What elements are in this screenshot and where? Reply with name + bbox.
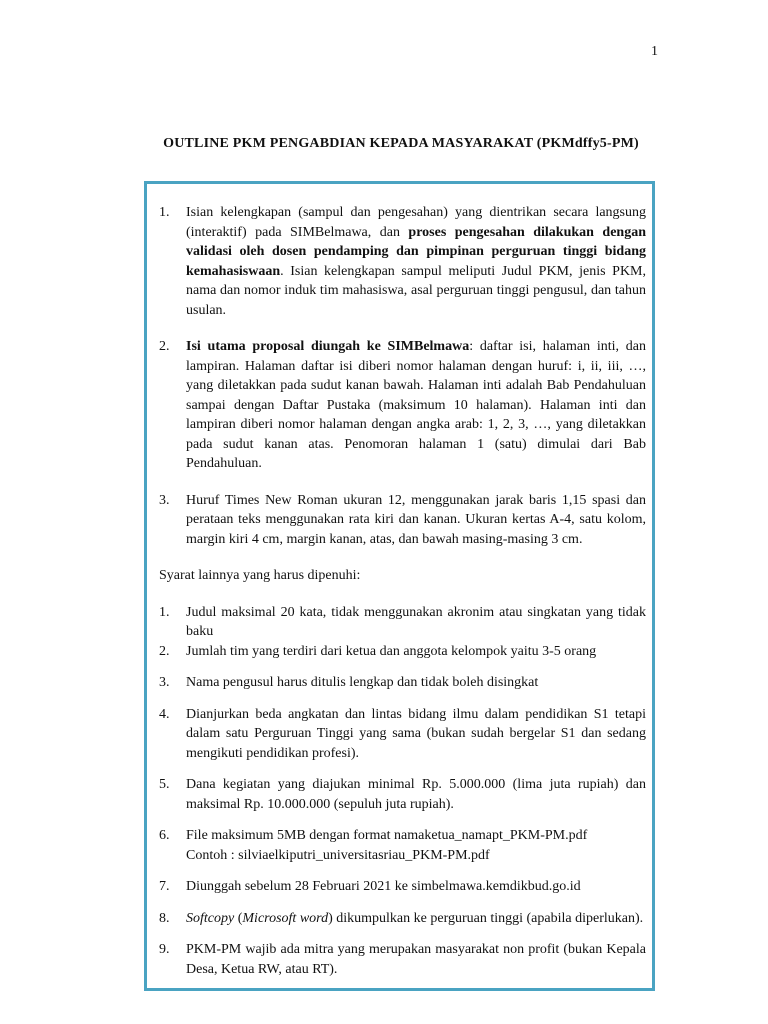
item-text: Diunggah sebelum 28 Februari 2021 ke simbelmawa.kemdikbud.go.id [186, 879, 581, 894]
item-number: 8. [159, 910, 170, 926]
req-item-4 [159, 705, 646, 764]
main-item-2 [159, 337, 646, 474]
item-number: 3. [159, 492, 170, 508]
main-item-3 [159, 491, 646, 550]
item-text: Jumlah tim yang terdiri dari ketua dan anggota kelompok yaitu 3-5 orang [186, 643, 597, 659]
document-title: OUTLINE PKM PENGABDIAN KEPADA MASYARAKAT (PKMdffy5-PM) [163, 136, 639, 151]
outline-box [144, 181, 655, 991]
req-item-9 [159, 940, 646, 979]
item-text: File maksimum 5MB dengan format namaketua_namapt_PKM-PM.pdf Contoh : silviaelkiputri_universitasriau_PKM-PM.pdf [186, 828, 588, 863]
req-item-5 [159, 775, 646, 814]
item-text: Softcopy (Microsoft word) dikumpulkan ke perguruan tinggi (apabila diperlukan). [186, 910, 644, 926]
main-item-1 [159, 203, 646, 320]
item-text: Dana kegiatan yang diajukan minimal Rp. 5.000.000 (lima juta rupiah) dan maksimal Rp. 10.000.000 (sepuluh juta rupiah). [186, 777, 646, 812]
item-text: Huruf Times New Roman ukuran 12, menggunakan jarak baris 1,15 spasi dan perataan teks menggunakan rata kiri dan kanan. Ukuran kertas A-4, satu kolom, margin kiri 4 cm, margin kanan, atas, dan bawah masing-masing 3 cm. [186, 492, 646, 547]
item-number: 2. [159, 643, 170, 659]
req-item-2 [159, 642, 646, 662]
page-number: 1 [651, 44, 658, 59]
outline-content [159, 203, 646, 979]
item-text: Isian kelengkapan (sampul dan pengesahan) yang dientrikan secara langsung (interaktif) pada SIMBelmawa, dan proses pengesahan dilakukan dengan validasi oleh dosen pendamping dan pimpinan perguruan tinggi bidang kemahasiswaan. Isian kelengkapan sampul meliputi Judul PKM, jenis PKM, nama dan nomor induk tim mahasiswa, asal perguruan tinggi pengusul, dan tahun usulan. [186, 205, 646, 318]
item-number: 1. [159, 205, 170, 220]
item-number: 3. [159, 675, 170, 690]
item-number: 4. [159, 706, 170, 722]
req-item-8 [159, 909, 646, 929]
item-text: Judul maksimal 20 kata, tidak menggunakan akronim atau singkatan yang tidak baku [186, 604, 646, 639]
req-item-1 [159, 603, 646, 642]
req-item-7 [159, 877, 646, 897]
requirements-heading: Syarat lainnya yang harus dipenuhi: [159, 568, 361, 583]
req-item-6 [159, 826, 646, 865]
req-item-3 [159, 673, 646, 693]
item-text: PKM-PM wajib ada mitra yang merupakan masyarakat non profit (bukan Kepala Desa, Ketua RW, atau RT). [186, 942, 646, 977]
item-text: Nama pengusul harus ditulis lengkap dan tidak boleh disingkat [186, 675, 539, 690]
item-number: 1. [159, 604, 170, 620]
item-text: Isi utama proposal diungah ke SIMBelmawa: daftar isi, halaman inti, dan lampiran. Halaman daftar isi diberi nomor halaman dengan huruf: i, ii, iii, …, yang diletakkan pada sudut kanan bawah. Halaman inti adalah Bab Pendahuluan sampai dengan Daftar Pustaka (maksimum 10 halaman). Halaman inti dan lampiran diberi nomor halaman dengan angka arab: 1, 2, 3, …, yang diletakkan pada sudut kanan atas. Penomoran halaman 1 (satu) dimulai dari Bab Pendahuluan. [186, 339, 647, 471]
item-text: Dianjurkan beda angkatan dan lintas bidang ilmu dalam pendidikan S1 tetapi dalam satu Perguruan Tinggi yang sama (bukan sudah bergelar S1 dan sedang mengikuti pendidikan profesi). [186, 706, 646, 761]
item-number: 2. [159, 339, 170, 354]
item-number: 7. [159, 879, 170, 894]
item-number: 9. [159, 942, 170, 957]
item-number: 6. [159, 828, 170, 843]
item-number: 5. [159, 777, 170, 792]
